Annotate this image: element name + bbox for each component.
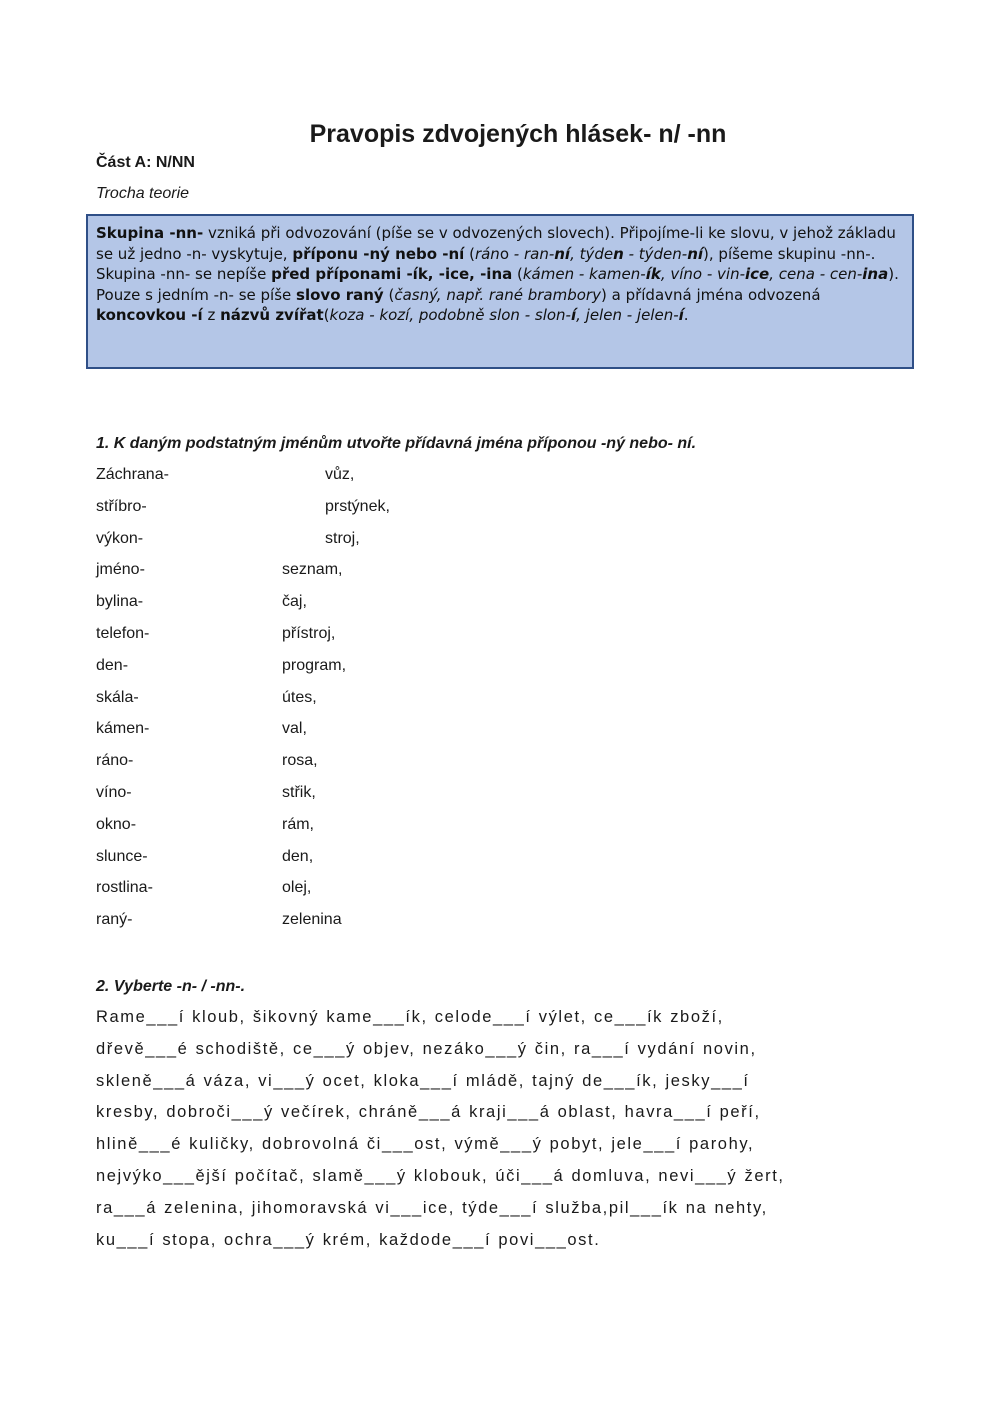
target-noun: rám, xyxy=(282,815,314,833)
word-row xyxy=(96,784,596,816)
theory-italic: rán xyxy=(474,244,500,263)
theory-bold: Skupina -nn- xyxy=(96,224,204,242)
theory-text: Skupina -nn- se nepíše xyxy=(96,265,272,283)
theory-italic: , víno - vin- xyxy=(660,265,745,283)
theory-italic: , cena - cen- xyxy=(769,265,863,283)
noun: kámen- xyxy=(96,720,150,738)
word-row xyxy=(96,689,596,721)
noun: telefon- xyxy=(96,624,150,642)
theory-text: ). xyxy=(888,265,899,283)
target-noun: vůz, xyxy=(325,466,355,483)
theory-text: z xyxy=(202,306,221,324)
exercise-1-word-list xyxy=(96,466,596,943)
noun: výkon- xyxy=(96,529,144,547)
word-row xyxy=(96,879,596,911)
theory-bold-italic: n xyxy=(613,244,624,263)
target-noun: útes, xyxy=(282,688,317,706)
word-row xyxy=(96,593,596,625)
theory-italic: kámen - kamen- xyxy=(522,265,646,283)
theory-paragraph-1 xyxy=(96,223,904,264)
exercise-1-heading: 1. K daným podstatným jménům utvořte přídavná jména příponou -ný nebo- ní. xyxy=(96,435,697,452)
exercise-line: ra___á zelenina, jihomoravská vi___ice, týde___í služba,pil___ík na nehty, xyxy=(96,1198,768,1217)
noun: raný- xyxy=(96,911,133,929)
noun: den- xyxy=(96,656,129,674)
word-row xyxy=(96,720,596,752)
theory-bold-italic: ní xyxy=(554,244,571,263)
noun: jméno- xyxy=(96,561,145,579)
theory-italic: - ran- xyxy=(509,244,555,263)
noun: okno- xyxy=(96,815,137,833)
page-title: Pravopis zdvojených hlásek- n/ -nn xyxy=(309,120,727,148)
noun: rostlina- xyxy=(96,879,153,897)
theory-text: Pouze s jedním -n- se píše xyxy=(96,285,297,304)
word-row xyxy=(96,911,596,943)
target-noun: val, xyxy=(282,720,307,738)
exercise-line: nejvýko___ější počítač, slamě___ý klobouk, úči___á domluva, nevi___ý žert, xyxy=(96,1166,785,1185)
theory-paragraph-2 xyxy=(96,264,904,285)
part-heading: Část A: N/NN xyxy=(96,154,195,171)
word-row xyxy=(96,657,596,689)
exercise-line: hlině___é kuličky, dobrovolná či___ost, výmě___ý pobyt, jele___í parohy, xyxy=(96,1135,755,1154)
theory-text: o xyxy=(499,244,510,263)
exercise-2-heading: 2. Vyberte -n- / -nn-. xyxy=(96,978,246,995)
word-row xyxy=(96,752,596,784)
theory-text: ( xyxy=(323,306,330,324)
word-row xyxy=(96,625,596,657)
exercise-2-text xyxy=(96,1008,926,1262)
theory-text: . xyxy=(683,306,689,324)
target-noun: den, xyxy=(282,847,314,865)
theory-box xyxy=(86,214,914,369)
theory-subtitle: Trocha teorie xyxy=(96,185,190,202)
target-noun: zelenina xyxy=(282,911,342,929)
theory-bold-italic: ní xyxy=(687,244,704,263)
theory-bold: před příponami -ík, -ice, -ina xyxy=(271,265,513,283)
target-noun: čaj, xyxy=(282,593,307,611)
word-row xyxy=(96,498,596,530)
target-noun: střik, xyxy=(282,783,316,801)
exercise-line: skleně___á váza, vi___ý ocet, kloka___í mládě, tajný de___ík, jesky___í xyxy=(96,1071,750,1090)
noun: slunce- xyxy=(96,847,148,865)
theory-bold-italic: í xyxy=(570,306,577,324)
theory-bold-italic: ík xyxy=(645,265,661,283)
exercise-line: dřevě___é schodiště, ce___ý objev, nezáko___ý čin, ra___í vydání novin, xyxy=(96,1039,757,1058)
theory-text: ( xyxy=(512,265,523,283)
theory-bold-italic: ice xyxy=(745,265,770,283)
target-noun: rosa, xyxy=(282,752,318,770)
theory-italic: , jelen - jelen- xyxy=(576,306,679,324)
theory-text: ), píšeme skupinu -nn-. xyxy=(703,244,876,263)
noun: stříbro- xyxy=(96,497,147,515)
theory-text: vzniká při odvozování (píše se v odvozených slovech). Připojíme-li ke slovu, v jehož základu se už jedno -n- vyskytuje, xyxy=(96,224,896,263)
word-row xyxy=(96,816,596,848)
theory-bold: příponu -ný nebo -ní xyxy=(292,244,465,263)
target-noun: přístroj, xyxy=(282,624,336,642)
target-noun: olej, xyxy=(282,879,312,897)
theory-bold-italic: ina xyxy=(862,265,889,283)
noun: bylina- xyxy=(96,593,144,611)
theory-bold: koncovkou -í xyxy=(96,306,203,324)
theory-italic: , týde xyxy=(570,244,614,263)
target-noun: program, xyxy=(282,656,347,674)
target-noun: stroj, xyxy=(325,529,360,547)
theory-text: ( xyxy=(383,285,395,304)
word-row xyxy=(96,561,596,593)
theory-text: ( xyxy=(464,244,475,263)
theory-bold-italic: í xyxy=(678,306,684,324)
target-noun: prstýnek, xyxy=(325,497,390,515)
noun: skála- xyxy=(96,688,139,706)
theory-bold: názvů zvířat xyxy=(220,306,324,324)
noun: ráno- xyxy=(96,752,134,770)
exercise-line: kresby, dobroči___ý večírek, chráně___á kraji___á oblast, havra___í peří, xyxy=(96,1103,761,1122)
word-row xyxy=(96,530,596,562)
exercise-line: ku___í stopa, ochra___ý krém, každode___í povi___ost. xyxy=(96,1230,601,1249)
theory-text: ) a přídavná jména odvozená xyxy=(600,285,821,304)
noun: víno- xyxy=(96,783,132,801)
noun: Záchrana- xyxy=(96,466,169,483)
theory-italic: časný, např. rané brambory xyxy=(394,285,601,304)
theory-bold: slovo raný xyxy=(296,285,384,304)
word-row xyxy=(96,848,596,880)
word-row xyxy=(96,466,596,498)
exercise-line: Rame___í kloub, šikovný kame___ík, celode___í výlet, ce___ík zboží, xyxy=(96,1008,724,1026)
theory-italic: - týden- xyxy=(623,244,688,263)
theory-italic: koza - kozí, podobně slon - slon- xyxy=(329,306,571,324)
target-noun: seznam, xyxy=(282,561,343,579)
theory-paragraph-3 xyxy=(96,285,904,326)
